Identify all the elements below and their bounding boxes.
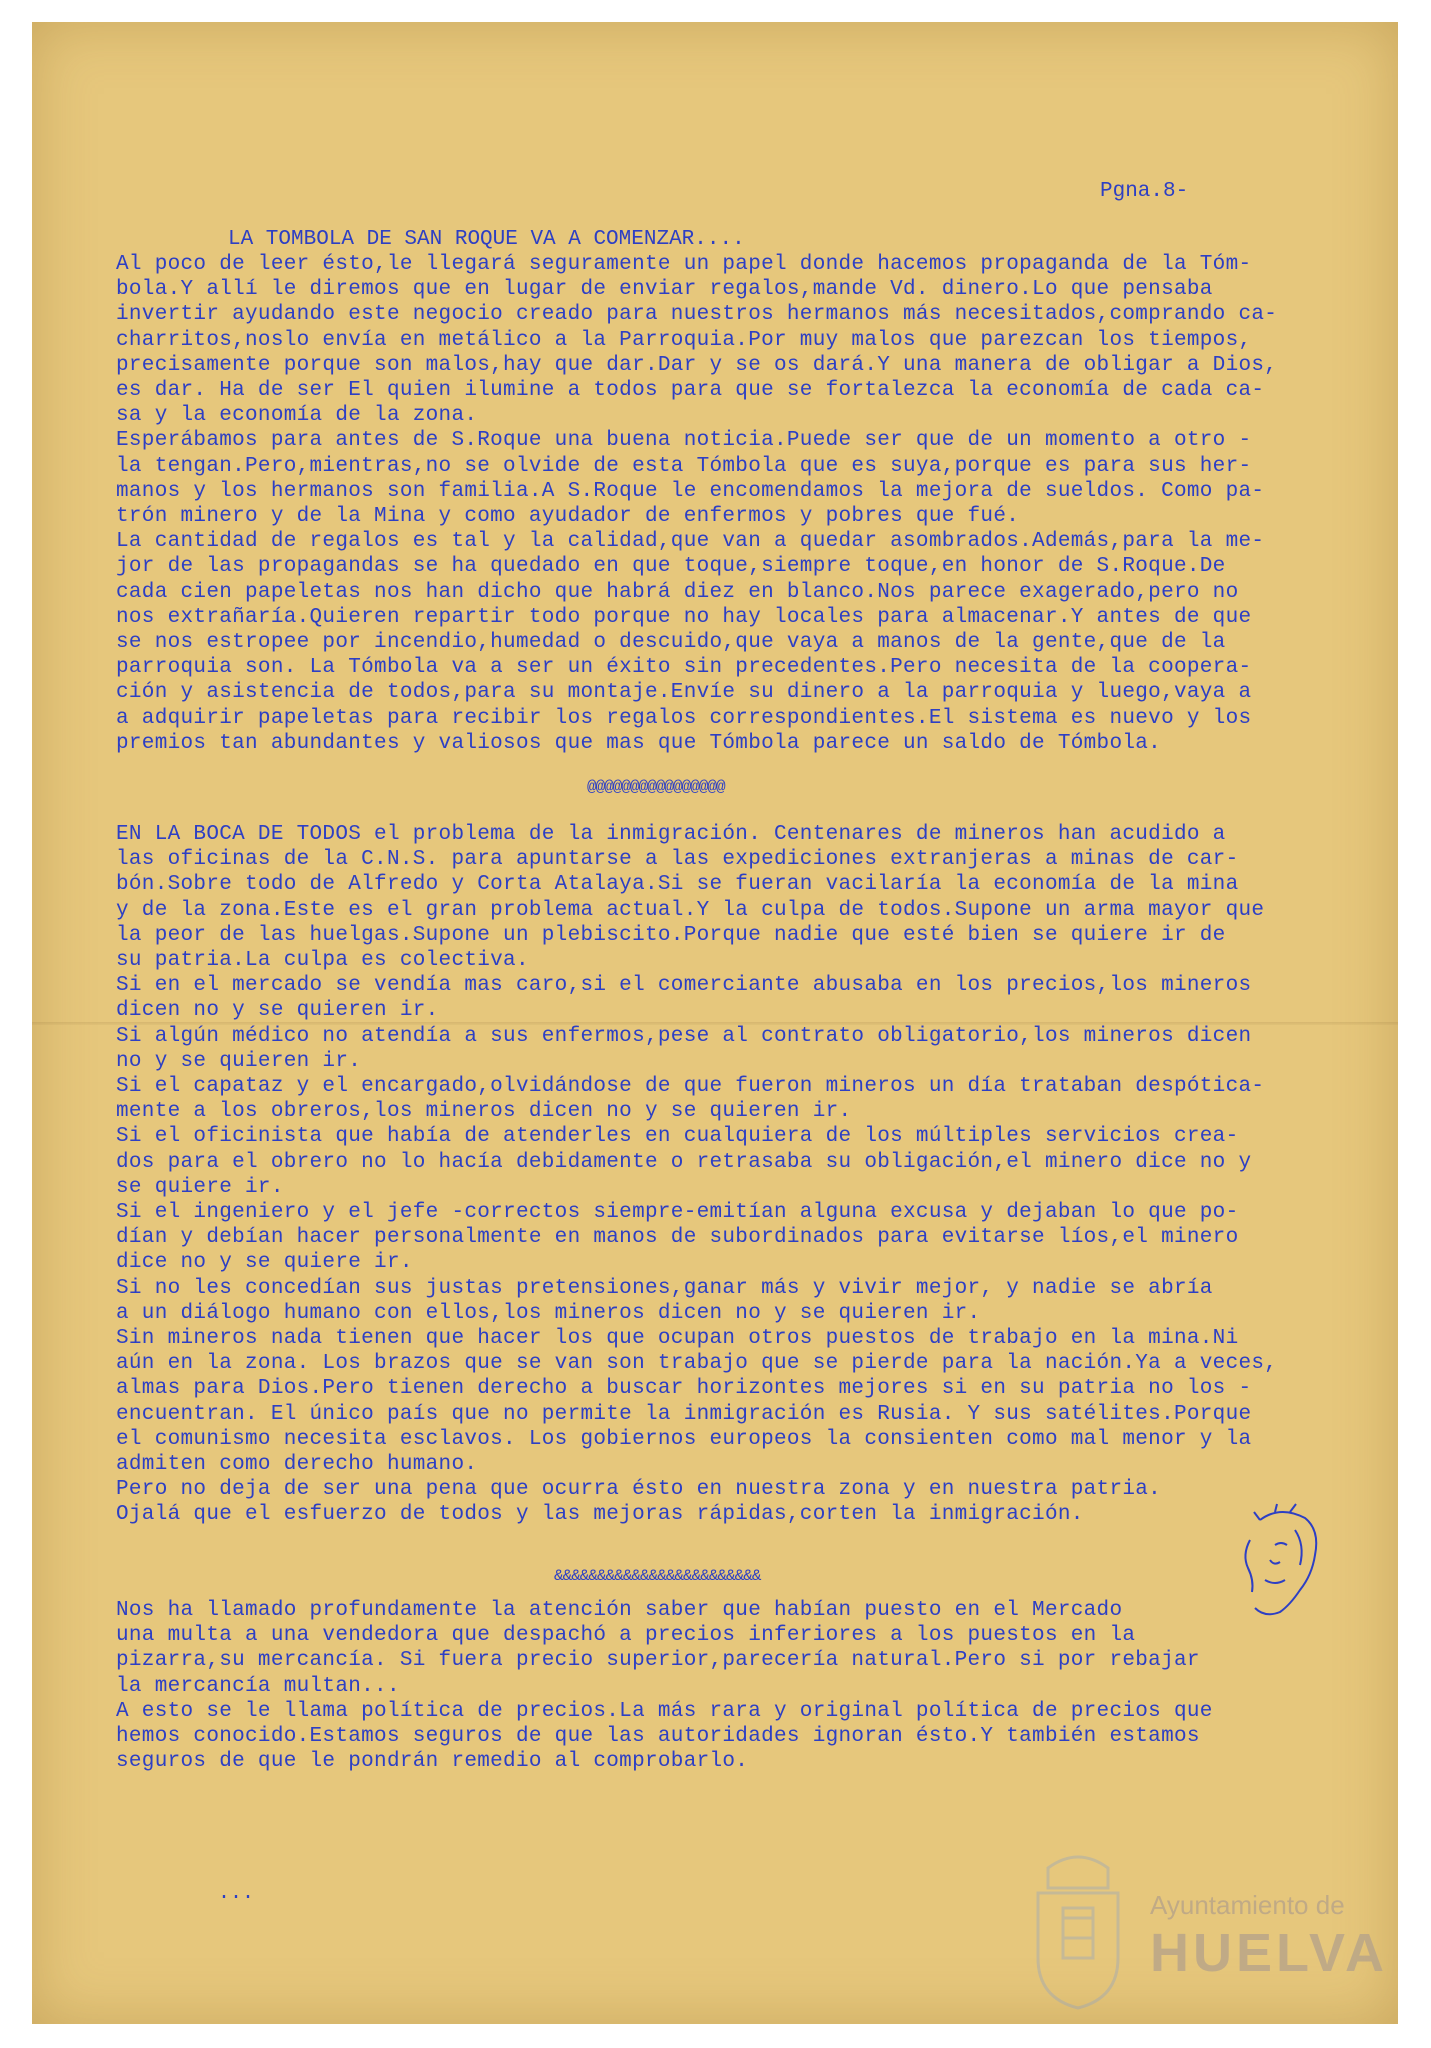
text-line: una multa a una vendedora que despachó a precios inferiores a los puestos en la [116,1624,1136,1648]
section-inmigracion [116,822,1306,1528]
text-line: Si el oficinista que había de atenderles en cualquiera de los múltiples servicios crea- [116,1125,1239,1149]
text-line: EN LA BOCA DE TODOS el problema de la inmigración. Centenares de mineros han acudido a [116,823,1226,846]
text-line: las oficinas de la C.N.S. para apuntarse a las expediciones extranjeras a minas de car- [116,848,1239,872]
ellipsis-mark: ... [218,1882,255,1905]
text-line: dice no y se quiere ir. [116,1251,413,1275]
section-title: LA TOMBOLA DE SAN ROQUE VA A COMENZAR.... [228,228,745,251]
text-line: admiten como derecho humano. [116,1453,478,1477]
text-line: trón minero y de la Mina y como ayudador de enfermos y pobres que fué. [116,505,1020,529]
text-line: parroquia son. La Tómbola va a ser un éxito sin precedentes.Pero necesita de la coopera- [116,656,1252,680]
text-line: Si en el mercado se vendía mas caro,si el comerciante abusaba en los precios,los mineros [116,974,1252,998]
text-line: Pero no deja de ser una pena que ocurra ésto en nuestra zona y en nuestra patria. [116,1478,1162,1502]
text-line: Al poco de leer ésto,le llegará seguramente un papel donde hacemos propaganda de la Tóm- [116,253,1252,276]
text-line: se nos estropee por incendio,humedad o descuido,que vaya a manos de la gente,que de la [116,631,1226,655]
text-line: el comunismo necesita esclavos. Los gobiernos europeos la consienten como mal menor y la [116,1427,1252,1451]
text-line: Ojalá que el esfuerzo de todos y las mejoras rápidas,corten la inmigración. [116,1503,1084,1527]
page-number: Pgna.8- [1100,180,1189,203]
text-line: pizarra,su mercancía. Si fuera precio superior,parecería natural.Pero si por rebajar [116,1649,1200,1673]
text-line: precisamente porque son malos,hay que dar.Dar y se os dará.Y una manera de obligar a Dios, [116,353,1278,377]
section-mercado [116,1598,1306,1774]
text-line: seguros de que le pondrán remedio al comprobarlo. [116,1750,749,1774]
text-line: encuentran. El único país que no permite la inmigración es Rusia. Y sus satélites.Porque [116,1402,1252,1426]
text-line: la peor de las huelgas.Supone un plebiscito.Porque nadie que esté bien se quiere ir de [116,923,1226,947]
text-line: charritos,noslo envía en metálico a la Parroquia.Por muy malos que parezcan los tiempos, [116,328,1252,352]
text-line: A esto se le llama política de precios.La más rara y original política de precios que [116,1699,1213,1723]
text-line: hemos conocido.Estamos seguros de que las autoridades ignoran ésto.Y también estamos [116,1725,1200,1749]
text-line: la mercancía multan... [116,1674,400,1698]
text-line: y de la zona.Este es el gran problema actual.Y la culpa de todos.Supone un arma mayor que [116,898,1265,922]
separator-ampersands: &&&&&&&&&&&&&&&&&&&&&&&& [554,1567,761,1585]
watermark-text-ayuntamiento: Ayuntamiento de [1150,1890,1345,1920]
text-line: Si algún médico no atendía a sus enfermos,pese al contrato obligatorio,los mineros dicen [116,1024,1252,1048]
text-line: aún en la zona. Los brazos que se van son trabajo que se pierde para la nación.Ya a veces, [116,1352,1278,1376]
text-line: Sin mineros nada tienen que hacer los que ocupan otros puestos de trabajo en la mina.Ni [116,1327,1239,1351]
section-tombola [116,252,1306,756]
text-line: la tengan.Pero,mientras,no se olvide de esta Tómbola que es suya,porque es para sus her- [116,454,1252,478]
text-line: no y se quieren ir. [116,1049,362,1073]
text-line: se quiere ir. [116,1175,284,1199]
text-line: sa y la economía de la zona. [116,404,478,428]
text-line: jor de las propagandas se ha quedado en que toque,siempre toque,en honor de S.Roque.De [116,555,1226,579]
text-line: su patria.La culpa es colectiva. [116,949,529,973]
text-line: a adquirir papeletas para recibir los regalos correspondientes.El sistema es nuevo y los [116,706,1252,730]
text-line: invertir ayudando este negocio creado para nuestros hermanos más necesitados,comprando ca- [116,303,1278,327]
text-line: Si no les concedían sus justas pretensiones,ganar más y vivir mejor, y nadie se abría [116,1276,1213,1300]
text-line: Si el capataz y el encargado,olvidándose de que fueron mineros un día trataban despótica- [116,1075,1265,1099]
text-line: Si el ingeniero y el jefe -correctos siempre-emitían alguna excusa y dejaban lo que po- [116,1201,1239,1225]
watermark-text-huelva: HUELVA [1150,1923,1388,1983]
text-line: nos extrañaría.Quieren repartir todo porque no hay locales para almacenar.Y antes de que [116,605,1252,629]
text-line: almas para Dios.Pero tienen derecho a buscar horizontes mejores si en su patria no los - [116,1377,1252,1401]
text-line: a un diálogo humano con ellos,los mineros dicen no y se quieren ir. [116,1301,981,1325]
coat-of-arms-watermark-icon [1018,1848,1138,2013]
text-line: cada cien papeletas nos han dicho que habrá diez en blanco.Nos parece exagerado,pero no [116,580,1239,604]
text-line: premios tan abundantes y valiosos que mas que Tómbola parece un saldo de Tómbola. [116,731,1162,755]
text-line: La cantidad de regalos es tal y la calidad,que van a quedar asombrados.Además,para la me- [116,530,1265,554]
text-line: es dar. Ha de ser El quien ilumine a todos para que se fortalezca la economía de cada ca- [116,379,1265,403]
text-line: Esperábamos para antes de S.Roque una buena noticia.Puede ser que de un momento a otro - [116,429,1252,453]
text-line: Nos ha llamado profundamente la atención saber que habían puesto en el Mercado [116,1599,1123,1622]
text-line: ción y asistencia de todos,para su montaje.Envíe su dinero a la parroquia y luego,vaya a [116,681,1252,705]
text-line: manos y los hermanos son familia.A S.Roque le encomendamos la mejora de sueldos. Como pa- [116,479,1265,503]
text-line: bón.Sobre todo de Alfredo y Corta Atalaya.Si se fueran vacilaría la economía de la mina [116,873,1239,897]
text-line: dían y debían hacer personalmente en manos de subordinados para evitarse líos,el minero [116,1226,1239,1250]
text-line: dos para el obrero no lo hacía debidamente o retrasaba su obligación,el minero dice no y [116,1150,1252,1174]
text-line: dicen no y se quieren ir. [116,999,439,1023]
text-line: mente a los obreros,los mineros dicen no y se quieren ir. [116,1100,852,1124]
separator-at-signs: @@@@@@@@@@@@@@@@ [587,778,725,796]
text-line: bola.Y allí le diremos que en lugar de enviar regalos,mande Vd. dinero.Lo que pensaba [116,278,1213,302]
